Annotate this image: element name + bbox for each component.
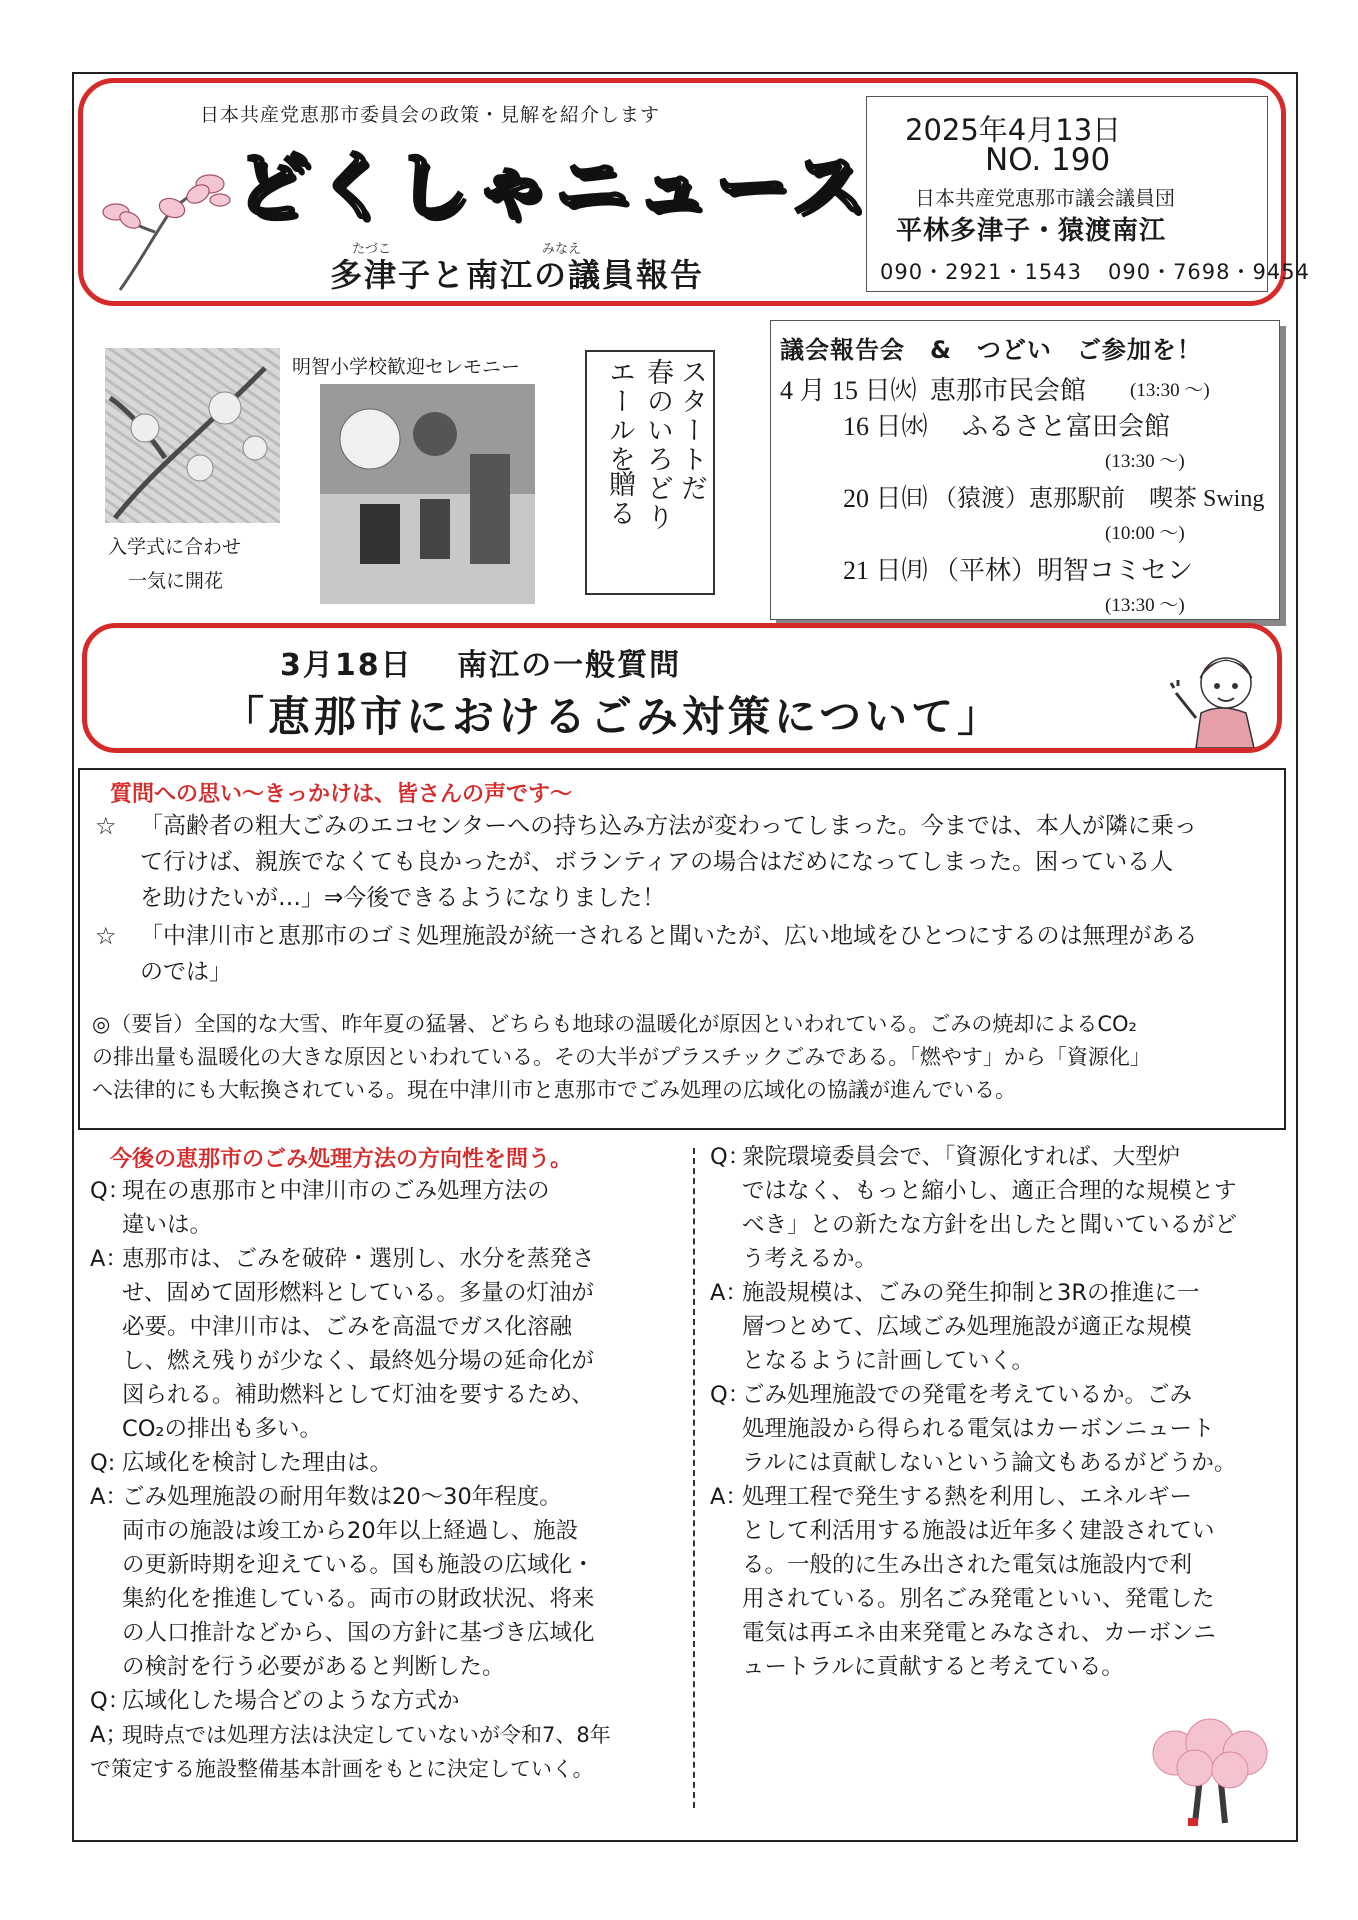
phone-1: 090・2921・1543 bbox=[880, 260, 1082, 284]
qa-line: の検討を行う必要があると判断した。 bbox=[122, 1654, 505, 1680]
event-row-time: (13:30 〜) bbox=[1105, 451, 1185, 472]
qa-label: Q： bbox=[90, 1178, 131, 1204]
event-row-date: 20 日㈰ bbox=[843, 484, 928, 513]
column-divider bbox=[693, 1148, 695, 1808]
qa-line: る。一般的に生み出された電気は施設内で利 bbox=[742, 1552, 1193, 1578]
cherry-tree-illustration bbox=[1140, 1718, 1280, 1828]
event-row-time: (13:30 〜) bbox=[1105, 595, 1185, 616]
qa-line: 処理施設から得られる電気はカーボンニュート bbox=[742, 1416, 1215, 1442]
event-row-place: （猿渡）恵那駅前 喫茶 Swing bbox=[933, 486, 1265, 512]
qa-line: ュートラルに貢献すると考えている。 bbox=[742, 1654, 1124, 1680]
member-names: 平林多津子・猿渡南江 bbox=[896, 216, 1167, 246]
vertical-line-4: 贈る bbox=[604, 470, 635, 528]
qa-line: 両市の施設は竣工から20年以上経過し、施設 bbox=[122, 1518, 579, 1544]
qa-item bbox=[90, 1242, 650, 1446]
qa-item bbox=[710, 1378, 1270, 1480]
qa-line: の人口推計などから、国の方針に基づき広域化 bbox=[122, 1620, 595, 1646]
intro-heading: 質問への思い〜きっかけは、皆さんの声です〜 bbox=[110, 782, 573, 807]
qa-line: 必要。中津川市は、ごみを高温でガス化溶融 bbox=[122, 1314, 573, 1340]
summary-line: へ法律的にも大転換されている。現在中津川市と恵那市でごみ処理の広域化の協議が進んでいる。 bbox=[92, 1078, 1016, 1102]
voice-1 bbox=[140, 808, 1280, 916]
qa-line: し、燃え残りが少なく、最終処分場の延命化が bbox=[122, 1348, 595, 1374]
qa-label: A； bbox=[90, 1722, 128, 1748]
voice-1-line: て行けば、親族でなくても良かったが、ボランティアの場合はだめになってしまった。困っている人 bbox=[140, 849, 1174, 875]
qa-label: Q: bbox=[90, 1450, 116, 1476]
caption-ceremony: 明智小学校歓迎セレモニー bbox=[292, 356, 521, 378]
issue-date: 2025年4月13日 bbox=[905, 113, 1122, 147]
qa-line: 現時点では処理方法は決定していないが令和7、8年 bbox=[122, 1723, 611, 1747]
ceremony-photo bbox=[320, 384, 535, 604]
qa-line: 層つとめて、広域ごみ処理施設が適正な規模 bbox=[742, 1314, 1192, 1340]
qa-label: Q： bbox=[710, 1144, 751, 1170]
qa-line: の更新時期を迎えている。国も施設の広域化・ bbox=[122, 1552, 595, 1578]
qa-item bbox=[90, 1684, 650, 1718]
qa-line: 集約化を推進している。両市の財政状況、将来 bbox=[122, 1586, 595, 1612]
qa-line: 現在の恵那市と中津川市のごみ処理方法の bbox=[122, 1178, 550, 1204]
voice-1-line: を助けたいが…」⇒今後できるようになりました！ bbox=[140, 885, 666, 911]
vertical-line-2: 春のいろどり bbox=[642, 358, 673, 532]
event-row-place: ふるさと富田会館 bbox=[962, 412, 1171, 441]
qa-line: ではなく、もっと縮小し、適正合理的な規模とす bbox=[742, 1178, 1237, 1204]
ceremony-photo-graphic bbox=[320, 384, 535, 604]
question-date: 3月18日 南江の一般質問 bbox=[280, 648, 682, 683]
star-bullet: ☆ bbox=[95, 812, 117, 840]
qa-line: う考えるか。 bbox=[742, 1246, 878, 1272]
qa-right-column bbox=[710, 1140, 1280, 1684]
qa-item bbox=[90, 1174, 650, 1242]
qa-label: A： bbox=[710, 1484, 748, 1510]
issue-number: NO. 190 bbox=[985, 142, 1111, 178]
qa-line: べき」との新たな方針を出したと聞いているがど bbox=[742, 1212, 1238, 1238]
summary bbox=[92, 1008, 1282, 1107]
council-group: 日本共産党恵那市議会議員団 bbox=[915, 186, 1175, 210]
qa-line: 用されている。別名ごみ発電といい、発電した bbox=[742, 1586, 1215, 1612]
qa-item bbox=[90, 1480, 650, 1684]
ruby-tazuko: たづこ bbox=[352, 242, 392, 257]
qa-line: 図られる。補助燃料として灯油を要するため、 bbox=[122, 1382, 594, 1408]
qa-line: として利活用する施設は近年多く建設されてい bbox=[742, 1518, 1215, 1544]
event-row-date: 21 日㈪ bbox=[843, 556, 928, 585]
caption-left-2: 一気に開花 bbox=[128, 570, 224, 592]
newsletter-title: どくしゃニュース bbox=[235, 144, 872, 230]
qa-heading: 今後の恵那市のごみ処理方法の方向性を問う。 bbox=[110, 1147, 573, 1172]
qa-line: ごみ処理施設の耐用年数は20〜30年程度。 bbox=[122, 1484, 562, 1510]
voice-2-line: のでは」 bbox=[140, 959, 232, 985]
vertical-line-3: エールを bbox=[604, 358, 635, 474]
event-row-date: 16 日㈬ bbox=[843, 412, 928, 441]
caption-left-1: 入学式に合わせ bbox=[108, 536, 242, 558]
qa-left-column bbox=[90, 1174, 680, 1786]
event-title: 議会報告会 & つどい ご参加を！ bbox=[780, 336, 1202, 364]
phone-2: 090・7698・9454 bbox=[1107, 260, 1310, 284]
magnolia-illustration bbox=[100, 172, 245, 292]
summary-line: の排出量も温暖化の大きな原因といわれている。その大半がプラスチックごみである。「燃やす」から「資源化」 bbox=[92, 1045, 1151, 1069]
qa-line: 広域化を検討した理由は。 bbox=[122, 1450, 393, 1476]
qa-label: A： bbox=[710, 1280, 748, 1306]
qa-item bbox=[710, 1276, 1270, 1378]
event-row-date: 4 月 15 日㈫ bbox=[780, 376, 917, 405]
qa-label: A： bbox=[90, 1246, 128, 1272]
qa-label: Q： bbox=[90, 1688, 131, 1714]
star-bullet: ☆ bbox=[95, 922, 117, 950]
councillor-avatar bbox=[1166, 638, 1276, 748]
qa-line: 施設規模は、ごみの発生抑制と3Rの推進に一 bbox=[742, 1280, 1200, 1306]
qa-item bbox=[710, 1480, 1270, 1684]
subtitle: 多津子と南江の議員報告 bbox=[330, 256, 705, 294]
qa-line: となるように計画していく。 bbox=[742, 1348, 1035, 1374]
event-row-place: （平林）明智コミセン bbox=[933, 556, 1194, 585]
event-row-time: (10:00 〜) bbox=[1105, 523, 1185, 544]
qa-line: ラルには貢献しないという論文もあるがどうか。 bbox=[742, 1450, 1237, 1476]
qa-item bbox=[90, 1446, 650, 1480]
qa-line: CO₂の排出も多い。 bbox=[122, 1416, 322, 1442]
qa-item bbox=[90, 1718, 690, 1786]
qa-item bbox=[710, 1140, 1270, 1276]
qa-line: 違いは。 bbox=[122, 1212, 213, 1238]
qa-line: で策定する施設整備基本計画をもとに決定していく。 bbox=[90, 1757, 594, 1781]
vertical-line-1: スタートだ bbox=[676, 358, 707, 503]
event-row-place: 恵那市民会館 bbox=[930, 376, 1087, 405]
voice-2-line: 「中津川市と恵那市のゴミ処理施設が統一されると聞いたが、広い地域をひとつにするのは無理がある bbox=[140, 923, 1198, 949]
qa-label: A： bbox=[90, 1484, 128, 1510]
question-theme: 「恵那市におけるごみ対策について」 bbox=[222, 692, 1004, 741]
qa-label: Q： bbox=[710, 1382, 751, 1408]
ruby-minae: みなえ bbox=[542, 242, 582, 257]
qa-line: 恵那市は、ごみを破砕・選別し、水分を蒸発さ bbox=[122, 1246, 595, 1272]
qa-line: せ、固めて固形燃料としている。多量の灯油が bbox=[122, 1280, 594, 1306]
summary-line: ◎（要旨）全国的な大雪、昨年夏の猛暑、どちらも地球の温暖化が原因といわれている。ごみの焼却によるCO₂ bbox=[92, 1012, 1137, 1036]
qa-line: 広域化した場合どのような方式か bbox=[122, 1688, 460, 1714]
phone-numbers bbox=[880, 256, 1336, 286]
qa-line: 衆院環境委員会で、「資源化すれば、大型炉 bbox=[742, 1144, 1181, 1170]
tagline: 日本共産党恵那市委員会の政策・見解を紹介します bbox=[200, 104, 661, 126]
qa-line: ごみ処理施設での発電を考えているか。ごみ bbox=[742, 1382, 1193, 1408]
cherry-blossom-photo bbox=[105, 348, 280, 523]
qa-line: 処理工程で発生する熱を利用し、エネルギー bbox=[742, 1484, 1193, 1510]
voice-2 bbox=[140, 918, 1280, 990]
blossom-photo-graphic bbox=[105, 348, 280, 523]
qa-line: 電気は再エネ由来発電とみなされ、カーボンニ bbox=[742, 1620, 1216, 1646]
event-row-time: (13:30 〜) bbox=[1130, 380, 1210, 401]
voice-1-line: 「高齢者の粗大ごみのエコセンターへの持ち込み方法が変わってしまった。今までは、本人が隣に乗っ bbox=[140, 813, 1197, 839]
